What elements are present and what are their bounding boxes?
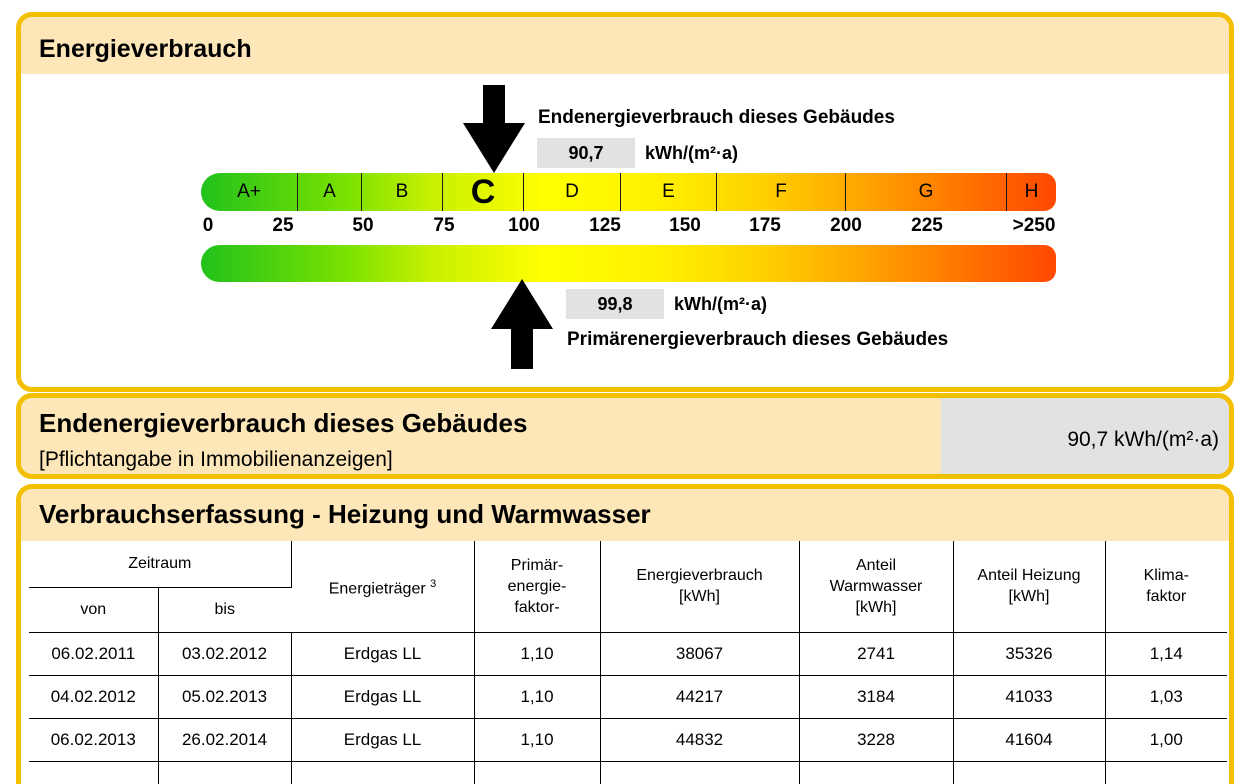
tick-label: 125	[589, 215, 621, 236]
cell-primaerfaktor: 1,10	[474, 632, 600, 675]
class-d: D	[524, 173, 621, 211]
tick-label: 25	[272, 215, 294, 236]
energy-consumption-panel	[16, 12, 1234, 392]
cell-klimafaktor: 1,14	[1105, 632, 1227, 675]
consumption-record-panel	[16, 484, 1234, 784]
efficiency-class-scale	[201, 173, 1056, 211]
cell-bis: 05.02.2013	[158, 675, 291, 718]
cell-bis: 26.02.2014	[158, 718, 291, 761]
cell-warmwasser: 3228	[799, 718, 953, 761]
panel-title: Energieverbrauch	[39, 35, 252, 63]
class-a-plus: A+	[201, 173, 298, 211]
end-energy-unit: kWh/(m²·a)	[645, 143, 738, 163]
class-g: G	[846, 173, 1007, 211]
tick-label: 225	[911, 215, 943, 236]
cell-heizung: 35326	[953, 632, 1105, 675]
cell-energieverbrauch: 44832	[600, 718, 799, 761]
cell-bis: 03.02.2012	[158, 632, 291, 675]
primary-energy-unit: kWh/(m²·a)	[674, 294, 767, 314]
final-energy-subtitle: [Pflichtangabe in Immobilienanzeigen]	[39, 448, 393, 471]
class-b: B	[362, 173, 443, 211]
primary-energy-value: 99,8	[566, 289, 664, 319]
arrow-down-icon	[461, 85, 527, 175]
class-h: H	[1024, 181, 1039, 202]
cell-primaerfaktor: 1,10	[474, 675, 600, 718]
cell-primaerfaktor: 1,10	[474, 718, 600, 761]
cell-von: 06.02.2013	[29, 718, 158, 761]
header-klimafaktor: Klima- faktor	[1143, 567, 1189, 606]
consumption-table	[29, 541, 1227, 784]
class-a: A	[298, 173, 362, 211]
table-row	[29, 718, 1227, 761]
table-row	[29, 632, 1227, 675]
primary-energy-label: Primärenergieverbrauch dieses Gebäudes	[567, 329, 949, 350]
tick-label: 100	[508, 215, 540, 236]
class-e: E	[621, 173, 717, 211]
cell-von: 06.02.2011	[29, 632, 158, 675]
panel-title: Verbrauchserfassung - Heizung und Warmwasser	[39, 499, 651, 529]
final-energy-value: 90,7 kWh/(m²·a)	[1067, 428, 1219, 451]
class-c: C	[443, 173, 524, 211]
header-von: von	[29, 587, 158, 632]
tick-label: >250	[1012, 215, 1056, 236]
header-anteil-heizung: Anteil Heizung [kWh]	[953, 541, 1105, 632]
header-zeitraum: Zeitraum	[29, 541, 291, 587]
header-anteil-warmwasser: Anteil Warmwasser [kWh]	[799, 541, 953, 632]
tick-label: 0	[202, 215, 214, 236]
arrow-up-icon	[489, 279, 555, 371]
cell-von: 04.02.2012	[29, 675, 158, 718]
class-f: F	[717, 173, 846, 211]
cell-energieverbrauch: 44217	[600, 675, 799, 718]
final-energy-panel	[16, 393, 1234, 479]
tick-label: 175	[749, 215, 781, 236]
panel-header	[21, 489, 1229, 541]
cell-klimafaktor: 1,03	[1105, 675, 1227, 718]
tick-label: 200	[830, 215, 862, 236]
cell-heizung: 41033	[953, 675, 1105, 718]
tick-label: 75	[433, 215, 455, 236]
cell-energieverbrauch: 38067	[600, 632, 799, 675]
header-energieverbrauch: Energieverbrauch [kWh]	[600, 541, 799, 632]
end-energy-label: Endenergieverbrauch dieses Gebäudes	[538, 107, 895, 128]
table-row	[29, 675, 1227, 718]
end-energy-value: 90,7	[537, 138, 635, 168]
final-energy-header	[21, 398, 941, 479]
cell-warmwasser: 2741	[799, 632, 953, 675]
cell-warmwasser: 3184	[799, 675, 953, 718]
primary-energy-gradient-bar	[201, 245, 1056, 282]
cell-klimafaktor: 1,00	[1105, 718, 1227, 761]
panel-header	[21, 17, 1229, 74]
cell-heizung: 41604	[953, 718, 1105, 761]
cell-energietraeger: Erdgas LL	[291, 718, 474, 761]
final-energy-value-box	[941, 398, 1231, 479]
header-bis: bis	[214, 601, 235, 618]
tick-label: 150	[669, 215, 701, 236]
final-energy-title: Endenergieverbrauch dieses Gebäudes	[39, 408, 528, 438]
cell-energietraeger: Erdgas LL	[291, 675, 474, 718]
tick-label: 50	[352, 215, 374, 236]
header-energietraeger: Energieträger $^3$	[291, 541, 474, 632]
header-primaerenergiefaktor: Primär- energie- faktor-	[474, 541, 600, 632]
cell-energietraeger: Erdgas LL	[291, 632, 474, 675]
